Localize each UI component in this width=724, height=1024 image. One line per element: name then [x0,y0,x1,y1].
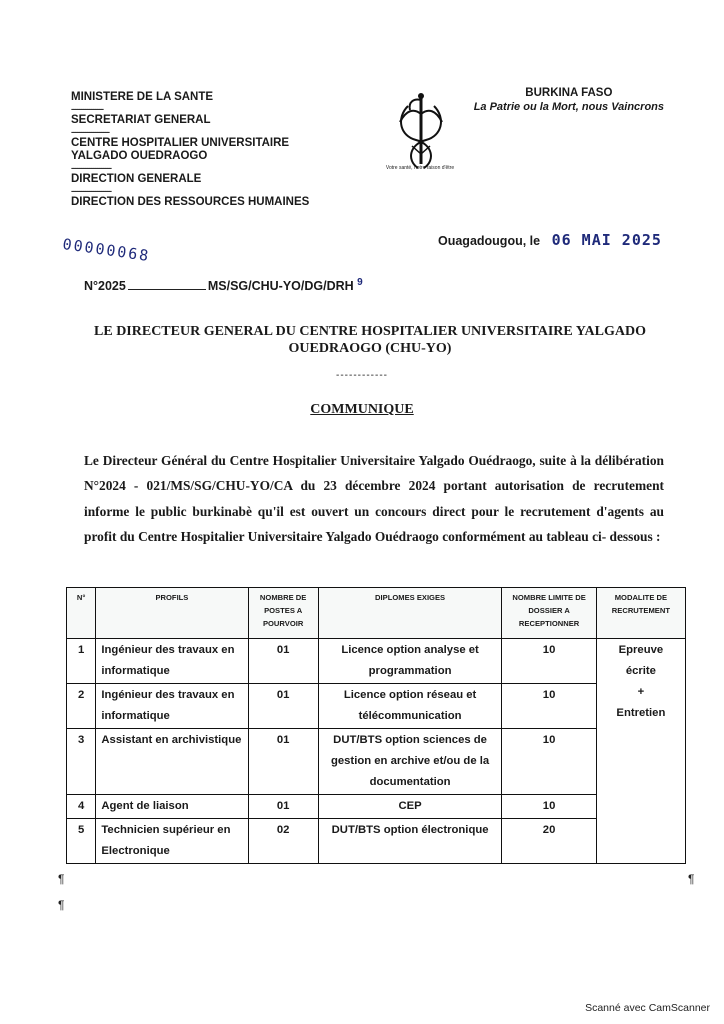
header-hospital-name: YALGADO OUEDRAOGO [71,150,208,162]
title-divider: ------------ [336,370,388,381]
registration-stamp: 00000068 [61,235,152,266]
row-limite: 10 [502,729,596,795]
reference-line [84,277,363,293]
reference-prefix: N°2025 [84,279,126,294]
modalite-line: + [637,686,645,698]
communique-heading: COMMUNIQUE [310,402,414,417]
row-profil: Ingénieur des travaux en informatique [96,639,248,684]
row-limite: 20 [502,819,596,864]
header-diplomes: DIPLOMES EXIGES [318,588,502,639]
header-hospital: CENTRE HOSPITALIER UNIVERSITAIRE [71,137,290,149]
header-postes: NOMBRE DE POSTES A POURVOIR [248,588,318,639]
header-separator: ---------------- [71,104,103,114]
table-row [67,639,686,684]
country-name: BURKINA FASO [525,87,613,99]
emblem-caption: Votre santé, notre raison d'être [385,165,455,171]
row-limite: 10 [502,795,596,819]
row-profil: Agent de liaison [96,795,248,819]
paragraph-mark-lower: ¶ [58,898,65,912]
row-num: 1 [67,639,96,684]
row-num: 5 [67,819,96,864]
modalite-line: écrite [625,665,656,677]
modalite-cell [596,639,685,864]
table-row [67,795,686,819]
row-diplome: Licence option réseau et télécommunication [318,684,502,729]
table-row [67,819,686,864]
paragraph-mark-left: ¶ [58,872,65,886]
header-separator: ------------------- [71,127,109,137]
country-header [474,87,664,113]
modalite-line: Entretien [616,707,666,719]
national-motto: La Patrie ou la Mort, nous Vaincrons [473,101,664,113]
table-row [67,684,686,729]
row-num: 4 [67,795,96,819]
date-line [438,231,662,249]
date-stamp: 06 MAI 2025 [551,231,662,249]
row-postes: 02 [248,819,318,864]
row-limite: 10 [502,684,596,729]
reference-suffix: MS/SG/CHU-YO/DG/DRH [207,279,354,294]
header-separator: -------------------- [71,186,111,196]
reference-overwrite: 9 [357,277,363,288]
row-diplome: Licence option analyse et programmation [318,639,502,684]
row-num: 2 [67,684,96,729]
header-profils: PROFILS [96,588,248,639]
header-drh: DIRECTION DES RESSOURCES HUMAINES [71,196,310,208]
header-ministry: MINISTERE DE LA SANTE [71,91,214,103]
row-postes: 01 [248,729,318,795]
header-limite: NOMBRE LIMITE DE DOSSIER A RECEPTIONNER [502,588,596,639]
row-postes: 01 [248,639,318,684]
row-diplome: DUT/BTS option sciences de gestion en archive et/ou de la documentation [318,729,502,795]
row-num: 3 [67,729,96,795]
row-profil: Assistant en archivistique [96,729,248,795]
table-row [67,729,686,795]
ministry-header [71,91,371,209]
reference-blank [128,289,206,290]
row-postes: 01 [248,684,318,729]
paragraph-mark-right: ¶ [688,872,695,886]
body-paragraph: Le Directeur Général du Centre Hospitalier Universitaire Yalgado Ouédraogo, suite à la délibération N°2024 - 021/MS/SG/CHU-YO/CA du 23 décembre 2024 portant autorisation de recrutement informe le public burkinabè qu'il est ouvert un concours direct pour le recrutement d'agents au profit du Centre Hospitalier Universitaire Yalgado Ouédraogo conformément au tableau ci- dessous : [84,453,664,544]
modalite-line: Epreuve [618,644,664,656]
row-postes: 01 [248,795,318,819]
header-modalite: MODALITE DE RECRUTEMENT [596,588,685,639]
table-header-row [67,588,686,639]
header-direction-generale: DIRECTION GENERALE [71,173,202,185]
recruitment-table [66,587,686,864]
row-diplome: DUT/BTS option électronique [318,819,502,864]
header-separator: -------------------- [71,163,111,173]
row-limite: 10 [502,639,596,684]
row-profil: Ingénieur des travaux en informatique [96,684,248,729]
header-secretariat: SECRETARIAT GENERAL [71,114,211,126]
city-label: Ouagadougou, le [438,234,541,248]
header-num: N° [67,588,96,639]
document-title: LE DIRECTEUR GENERAL DU CENTRE HOSPITALIER UNIVERSITAIRE YALGADO OUEDRAOGO (CHU-YO) [94,324,646,356]
row-diplome: CEP [318,795,502,819]
row-profil: Technicien supérieur en Electronique [96,819,248,864]
scanner-footer: Scanné avec CamScanner [585,1002,710,1014]
